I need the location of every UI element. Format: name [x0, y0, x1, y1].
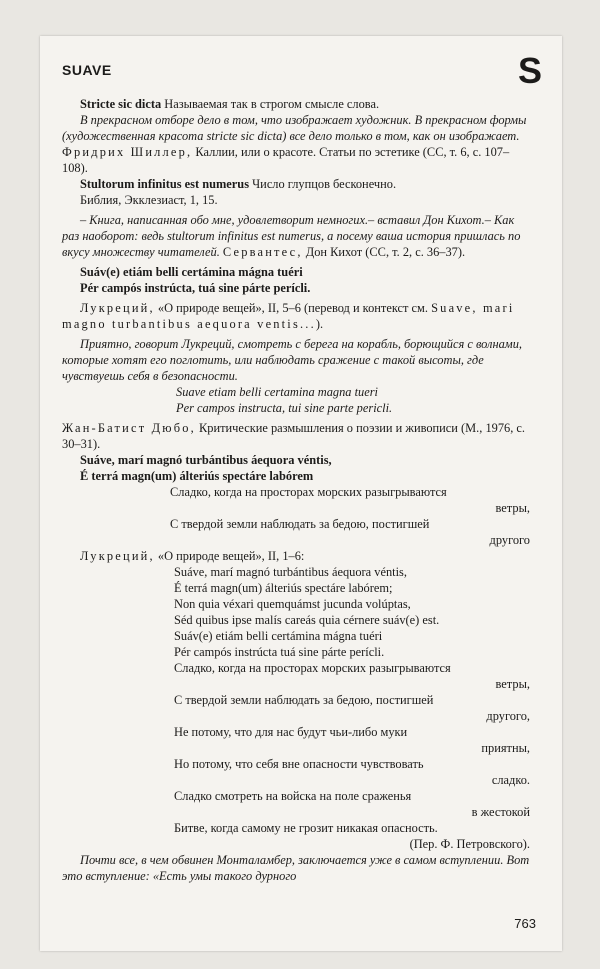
latin-verse: Pér campós instrúcta tuá sine párte perícli.: [174, 645, 385, 659]
translation-line: С твердой земли наблюдать за бедою, постигшей: [170, 517, 430, 531]
entry-source: Библия, Экклезиаст, 1, 15.: [80, 193, 218, 207]
translation-line: Сладко, когда на просторах морских разыгрываются: [174, 661, 451, 675]
latin-verse: Non quia véxari quemquámst jucunda volúptas,: [174, 597, 411, 611]
entry-headline-line: É terrá magn(um) álteriús spectáre labórem: [80, 469, 314, 483]
latin-verse: Séd quibus ipse malís careás quia cérnere suáv(e) est.: [174, 613, 440, 627]
translation-line: Сладко смотреть на войска на поле сраженья: [174, 789, 412, 803]
translation-line: С твердой земли наблюдать за бедою, постигшей: [174, 693, 434, 707]
latin-verse: Suáve, marí magnó turbántibus áequora véntis,: [174, 565, 407, 579]
translator-credit: (Пер. Ф. Петровского).: [409, 837, 530, 851]
translation-line: другого: [489, 533, 530, 547]
entry-headline-line: Pér campós instrúcta, tuá sine párte perícli.: [80, 281, 311, 295]
entry-quote: – Книга, написанная обо мне, удовлетворит немногих.– вставил Дон Кихот.– Как раз наоборот: ведь stultorum infinitus est numerus, а посему ваша история пришлась по вкусу множеству читателей. Сервантес, Дон Кихот (СС, т. 2, с. 36–37).: [62, 213, 521, 259]
translation-line: другого,: [486, 709, 530, 723]
entry-headline-line: Suáv(e) etiám belli certámina mágna tuéri: [80, 265, 303, 279]
translation-line: ветры,: [495, 501, 530, 515]
translation-line: в жестокой: [471, 805, 530, 819]
section-letter: S: [517, 50, 542, 91]
entry-source: Лукреций, «О природе вещей», II, 1–6:: [80, 549, 305, 563]
entry-headline-line: Suáve, marí magnó turbántibus áequora véntis,: [80, 453, 332, 467]
entry-headline: Stultorum infinitus est numerus Число глупцов бесконечно.: [80, 177, 397, 191]
entry-continuation: Почти все, в чем обвинен Монталамбер, заключается уже в самом вступлении. Вот это вступление: «Есть умы такого дурного: [62, 853, 530, 883]
translation-line: сладко.: [491, 773, 530, 787]
latin-verse: Suave etiam belli certamina magna tueri: [176, 385, 378, 399]
translation-line: Но потому, что себя вне опасности чувствовать: [174, 757, 424, 771]
page-number: 763: [514, 916, 536, 931]
translation-line: Сладко, когда на просторах морских разыгрываются: [170, 485, 447, 499]
entry-quote: В прекрасном отборе дело в том, что изображает художник. В прекрасном формы (художественная красота stricte sic dicta) все дело только в том, как он изображает. Фридрих Шиллер, Каллии, или о красоте. Статьи по эстетике (СС, т. 6, с. 107–108).: [62, 113, 527, 175]
translation-line: Не потому, что для нас будут чьи-либо муки: [174, 725, 408, 739]
entry-headline: Stricte sic dicta Называемая так в строгом смысле слова.: [80, 97, 380, 111]
entry-source: Лукреций, «О природе вещей», II, 5–6 (перевод и контекст см. Suave, mari magno turbantibus aequora ventis...).: [62, 301, 515, 331]
latin-verse: É terrá magn(um) álteriús spectáre labórem;: [174, 581, 393, 595]
entry-quote: Приятно, говорит Лукреций, смотреть с берега на корабль, борющийся с волнами, которые хотят его поглотить, или наблюдать сражение с такой высоты, где чувствуешь себя в безопасности.: [62, 337, 522, 383]
latin-verse: Per campos instructa, tui sine parte pericli.: [176, 401, 393, 415]
entry-source: Жан-Батист Дюбо, Критические размышления о поэзии и живописи (М., 1976, с. 30–31).: [62, 421, 526, 451]
translation-line: приятны,: [481, 741, 530, 755]
translation-line: Битве, когда самому не грозит никакая опасность.: [174, 821, 438, 835]
dictionary-text: [62, 96, 530, 884]
translation-line: ветры,: [495, 677, 530, 691]
latin-verse: Suáv(e) etiám belli certámina mágna tuéri: [174, 629, 383, 643]
running-head-word: SUAVE: [62, 62, 112, 78]
